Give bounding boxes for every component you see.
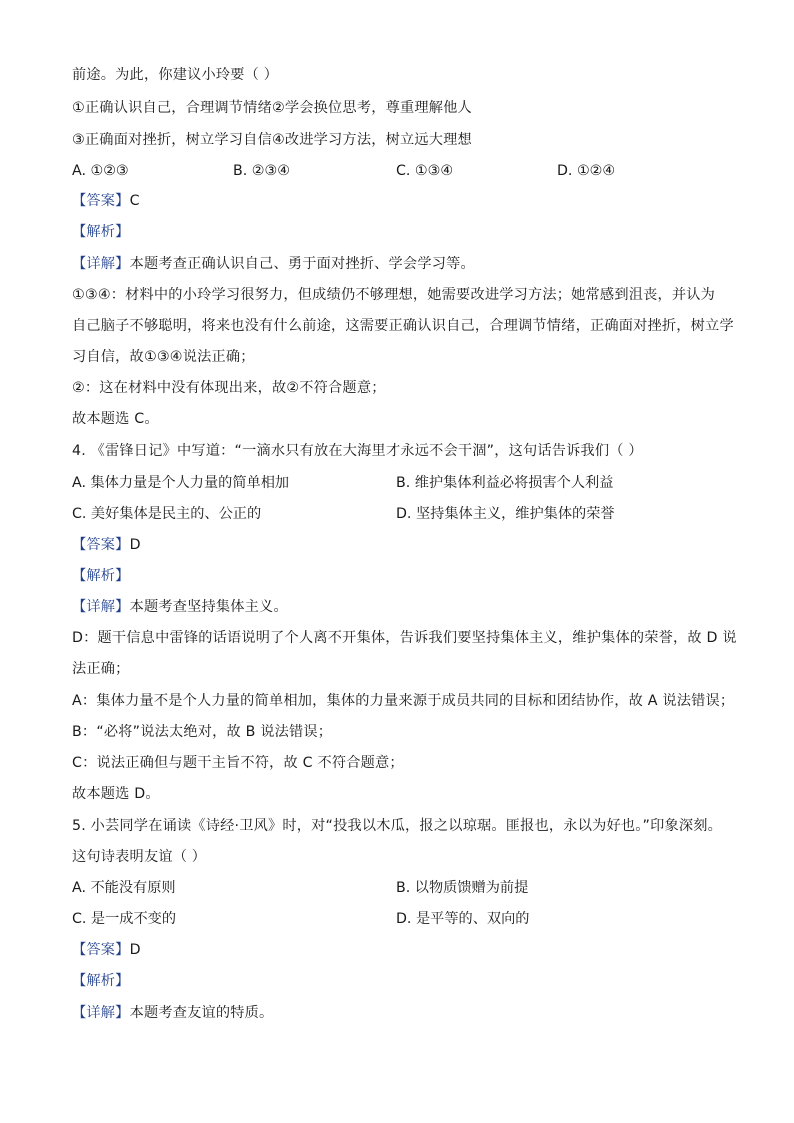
- answer-label: 【答案】: [72, 942, 130, 958]
- q5-stem-2: 这句诗表明友谊（ ）: [72, 849, 207, 865]
- q4-explanation-2: 法正确；: [72, 661, 130, 677]
- q4-answer-line: [72, 535, 141, 555]
- q3-statement-1: ①正确认识自己，合理调节情绪②学会换位思考，尊重理解他人: [72, 100, 472, 116]
- analysis-label: 【解析】: [72, 568, 130, 584]
- q3-explanation-4: ②：这在材料中没有体现出来，故②不符合题意；: [72, 380, 386, 396]
- q3-option-c: C. ①③④: [396, 163, 454, 179]
- q5-option-a: A. 不能没有原则: [72, 880, 176, 896]
- q4-option-a: A. 集体力量是个人力量的简单相加: [72, 475, 290, 491]
- q5-detail-line: [72, 1003, 273, 1023]
- q4-detail-line: [72, 597, 288, 617]
- q5-analysis-label: [72, 971, 130, 991]
- q5-answer-line: [72, 940, 141, 960]
- q4-analysis-label: [72, 566, 130, 586]
- q3-option-d: D. ①②④: [557, 163, 616, 179]
- q3-explanation-3: 习自信，故①③④说法正确；: [72, 349, 255, 365]
- detail-label: 【详解】: [72, 599, 130, 615]
- q4-option-b: B. 维护集体利益必将损害个人利益: [396, 475, 614, 491]
- q3-answer-line: [72, 191, 140, 211]
- q4-explanation-4: B：“必将”说法太绝对，故 B 说法错误；: [72, 724, 333, 740]
- q5-option-b: B. 以物质馈赠为前提: [396, 880, 529, 896]
- q5-option-d: D. 是平等的、双向的: [396, 911, 530, 927]
- q4-stem: 4. 《雷锋日记》中写道：“一滴水只有放在大海里才永远不会干涸”，这句话告诉我们（ ）: [72, 443, 643, 459]
- q4-explanation-1: D：题干信息中雷锋的话语说明了个人离不开集体，告诉我们要坚持集体主义，维护集体的荣誉，故 D 说: [72, 630, 737, 646]
- q3-answer: C: [129, 193, 140, 209]
- analysis-label: 【解析】: [72, 224, 130, 240]
- detail-label: 【详解】: [72, 256, 130, 272]
- q3-detail: 本题考查正确认识自己、勇于面对挫折、学会学习等。: [129, 256, 475, 272]
- q3-conclusion: 故本题选 C。: [72, 411, 159, 427]
- q5-detail: 本题考查友谊的特质。: [129, 1005, 274, 1021]
- q3-statement-2: ③正确面对挫折，树立学习自信④改进学习方法，树立远大理想: [72, 132, 472, 148]
- q3-option-b: B. ②③④: [233, 163, 290, 179]
- q4-explanation-3: A：集体力量不是个人力量的简单相加，集体的力量来源于成员共同的目标和团结协作，故 A 说法错误；: [72, 693, 735, 709]
- q3-analysis-label: [72, 222, 130, 242]
- q3-stem-tail: 前途。为此，你建议小玲要（ ）: [72, 67, 279, 83]
- q4-option-d: D. 坚持集体主义，维护集体的荣誉: [396, 506, 615, 522]
- q4-explanation-5: C：说法正确但与题干主旨不符，故 C 不符合题意；: [72, 755, 404, 771]
- q3-explanation-1: ①③④：材料中的小玲学习很努力，但成绩仍不够理想，她需要改进学习方法；她常感到沮丧，并认为: [72, 287, 716, 303]
- q3-detail-line: [72, 254, 475, 274]
- q4-detail: 本题考查坚持集体主义。: [129, 599, 288, 615]
- q3-option-a: A. ①②③: [72, 163, 129, 179]
- q5-option-c: C. 是一成不变的: [72, 911, 177, 927]
- q4-answer: D: [129, 537, 141, 553]
- answer-label: 【答案】: [72, 193, 130, 209]
- q4-conclusion: 故本题选 D。: [72, 786, 160, 802]
- answer-label: 【答案】: [72, 537, 130, 553]
- q5-answer: D: [129, 942, 141, 958]
- q4-option-c: C. 美好集体是民主的、公正的: [72, 506, 262, 522]
- detail-label: 【详解】: [72, 1005, 130, 1021]
- analysis-label: 【解析】: [72, 973, 130, 989]
- q3-explanation-2: 自己脑子不够聪明，将来也没有什么前途，这需要正确认识自己，合理调节情绪，正确面对挫折，树立学: [72, 318, 734, 334]
- q5-stem-1: 5. 小芸同学在诵读《诗经·卫风》时，对“投我以木瓜，报之以琼琚。匪报也，永以为好也。”印象深刻。: [72, 818, 723, 834]
